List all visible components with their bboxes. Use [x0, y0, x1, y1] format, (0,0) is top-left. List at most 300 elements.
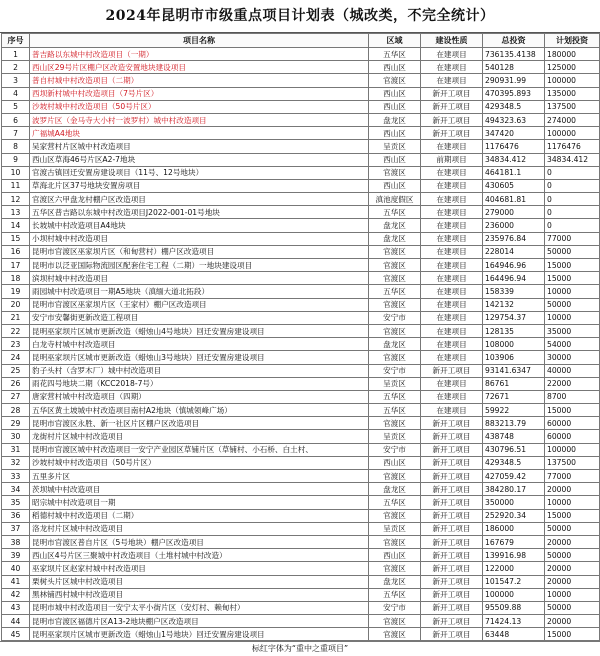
cell-project-name: 草海北片区37号地块安置房项目 — [30, 179, 369, 192]
cell-total-investment: 164946.96 — [483, 259, 545, 272]
cell-district: 官渡区 — [369, 535, 421, 548]
cell-no: 16 — [2, 245, 30, 258]
cell-nature: 在建项目 — [421, 48, 483, 61]
cell-project-name: 普吉路以东城中村改造项目（一期） — [30, 48, 369, 61]
cell-nature: 新开工项目 — [421, 535, 483, 548]
cell-project-name: 西山区4号片区三聚城中村改造项目（土堆村城中村改造） — [30, 549, 369, 562]
cell-no: 15 — [2, 232, 30, 245]
cell-no: 35 — [2, 496, 30, 509]
cell-total-investment: 883213.79 — [483, 417, 545, 430]
cell-project-name: 昆明市城中村改造项目一安宁太平小街片区（安灯村、赖甸村） — [30, 601, 369, 614]
cell-nature: 新开工项目 — [421, 588, 483, 601]
cell-no: 42 — [2, 588, 30, 601]
cell-total-investment: 186000 — [483, 522, 545, 535]
cell-planned-investment: 15000 — [545, 509, 600, 522]
table-row — [2, 615, 600, 628]
cell-planned-investment: 0 — [545, 166, 600, 179]
table-row — [2, 496, 600, 509]
cell-district: 官渡区 — [369, 272, 421, 285]
table-row — [2, 470, 600, 483]
cell-no: 34 — [2, 483, 30, 496]
cell-total-investment: 429348.5 — [483, 100, 545, 113]
table-row — [2, 179, 600, 192]
cell-total-investment: 71424.13 — [483, 615, 545, 628]
cell-total-investment: 101547.2 — [483, 575, 545, 588]
cell-project-name: 五里多片区 — [30, 470, 369, 483]
cell-no: 22 — [2, 324, 30, 337]
cell-district: 安宁市 — [369, 601, 421, 614]
cell-total-investment: 158339 — [483, 285, 545, 298]
table-row — [2, 324, 600, 337]
cell-planned-investment: 50000 — [545, 298, 600, 311]
table-row — [2, 87, 600, 100]
cell-district: 西山区 — [369, 87, 421, 100]
table-row — [2, 351, 600, 364]
cell-district: 西山区 — [369, 549, 421, 562]
table-row — [2, 588, 600, 601]
cell-total-investment: 279000 — [483, 206, 545, 219]
cell-project-name: 唐家营村城中村改造项目（四期） — [30, 390, 369, 403]
cell-nature: 在建项目 — [421, 390, 483, 403]
cell-no: 25 — [2, 364, 30, 377]
cell-district: 西山区 — [369, 456, 421, 469]
cell-district: 官渡区 — [369, 562, 421, 575]
table-row — [2, 443, 600, 456]
cell-no: 6 — [2, 113, 30, 126]
cell-nature: 新开工项目 — [421, 601, 483, 614]
table-header-row — [2, 34, 600, 48]
cell-project-name: 五华区普吉路以东城中村改造项目J2022-001-01号地块 — [30, 206, 369, 219]
cell-total-investment: 100000 — [483, 588, 545, 601]
cell-planned-investment: 100000 — [545, 443, 600, 456]
cell-project-name: 昆明市官渡区城中村改造项目一安宁产业园区草铺片区（草铺村、小石桥、白土村、 — [30, 443, 369, 456]
cell-total-investment: 464181.1 — [483, 166, 545, 179]
cell-district: 西山区 — [369, 61, 421, 74]
cell-total-investment: 350000 — [483, 496, 545, 509]
cell-no: 17 — [2, 259, 30, 272]
cell-nature: 在建项目 — [421, 206, 483, 219]
cell-planned-investment: 77000 — [545, 470, 600, 483]
table-row — [2, 166, 600, 179]
cell-total-investment: 34834.412 — [483, 153, 545, 166]
table-row — [2, 311, 600, 324]
cell-nature: 在建项目 — [421, 324, 483, 337]
cell-district: 官渡区 — [369, 470, 421, 483]
cell-project-name: 洛龙村片区城中村改造项目 — [30, 522, 369, 535]
cell-district: 西山区 — [369, 127, 421, 140]
cell-project-name: 龙街村片区城中村改造项目 — [30, 430, 369, 443]
cell-nature: 在建项目 — [421, 338, 483, 351]
cell-district: 盘龙区 — [369, 232, 421, 245]
cell-district: 官渡区 — [369, 74, 421, 87]
cell-district: 盘龙区 — [369, 483, 421, 496]
cell-district: 五华区 — [369, 588, 421, 601]
cell-planned-investment: 10000 — [545, 496, 600, 509]
cell-district: 官渡区 — [369, 259, 421, 272]
cell-project-name: 广福城A4地块 — [30, 127, 369, 140]
table-row — [2, 245, 600, 258]
cell-no: 14 — [2, 219, 30, 232]
cell-district: 西山区 — [369, 179, 421, 192]
cell-no: 41 — [2, 575, 30, 588]
cell-nature: 新开工项目 — [421, 443, 483, 456]
cell-district: 西山区 — [369, 153, 421, 166]
cell-no: 13 — [2, 206, 30, 219]
header-district: 区域 — [369, 34, 421, 48]
cell-planned-investment: 1176476 — [545, 140, 600, 153]
cell-project-name: 官渡古镇回迁安置房建设项目（11号、12号地块） — [30, 166, 369, 179]
cell-project-name: 沙坡村城中村改造项目（50号片区） — [30, 456, 369, 469]
cell-project-name: 昆明市官渡区巫家坝片区（王家村）棚户区改造项目 — [30, 298, 369, 311]
project-table — [1, 33, 600, 641]
table-row — [2, 338, 600, 351]
cell-total-investment: 494323.63 — [483, 113, 545, 126]
cell-no: 21 — [2, 311, 30, 324]
cell-nature: 在建项目 — [421, 166, 483, 179]
cell-project-name: 昆明市官渡区巫家坝片区（和甸营村）棚户区改造项目 — [30, 245, 369, 258]
table-row — [2, 404, 600, 417]
cell-nature: 新开工项目 — [421, 575, 483, 588]
cell-no: 5 — [2, 100, 30, 113]
cell-total-investment: 384280.17 — [483, 483, 545, 496]
cell-planned-investment: 40000 — [545, 364, 600, 377]
cell-planned-investment: 10000 — [545, 285, 600, 298]
cell-planned-investment: 15000 — [545, 272, 600, 285]
cell-nature: 在建项目 — [421, 377, 483, 390]
cell-district: 呈贡区 — [369, 430, 421, 443]
table-row — [2, 483, 600, 496]
cell-no: 44 — [2, 615, 30, 628]
cell-total-investment: 142132 — [483, 298, 545, 311]
cell-project-name: 昭宗城中村改造项目一期 — [30, 496, 369, 509]
cell-district: 呈贡区 — [369, 377, 421, 390]
cell-planned-investment: 15000 — [545, 259, 600, 272]
cell-planned-investment: 15000 — [545, 628, 600, 641]
table-row — [2, 377, 600, 390]
table-row — [2, 509, 600, 522]
table-row — [2, 549, 600, 562]
cell-no: 12 — [2, 193, 30, 206]
cell-total-investment: 427059.42 — [483, 470, 545, 483]
cell-nature: 新开工项目 — [421, 509, 483, 522]
cell-project-name: 昆明巫家坝片区城市更新改造（蜡烛山3号地块）回迁安置房建设项目 — [30, 351, 369, 364]
table-row — [2, 628, 600, 641]
cell-project-name: 波罗片区（金马寺大小村一波罗村）城中村改造项目 — [30, 113, 369, 126]
cell-no: 33 — [2, 470, 30, 483]
cell-district: 官渡区 — [369, 298, 421, 311]
cell-project-name: 栗树头片区城中村改造项目 — [30, 575, 369, 588]
cell-planned-investment: 274000 — [545, 113, 600, 126]
table-row — [2, 74, 600, 87]
cell-nature: 在建项目 — [421, 232, 483, 245]
cell-nature: 新开工项目 — [421, 430, 483, 443]
table-body — [2, 48, 600, 641]
cell-nature: 在建项目 — [421, 193, 483, 206]
cell-total-investment: 59922 — [483, 404, 545, 417]
cell-planned-investment: 50000 — [545, 601, 600, 614]
cell-district: 五华区 — [369, 48, 421, 61]
cell-project-name: 巫家坝片区赵家村城中村改造项目 — [30, 562, 369, 575]
cell-district: 官渡区 — [369, 351, 421, 364]
cell-nature: 新开工项目 — [421, 87, 483, 100]
table-row — [2, 575, 600, 588]
cell-district: 呈贡区 — [369, 522, 421, 535]
cell-district: 五华区 — [369, 285, 421, 298]
cell-total-investment: 86761 — [483, 377, 545, 390]
cell-project-name: 官渡区六甲盘龙村棚户区改造项目 — [30, 193, 369, 206]
cell-project-name: 豹子头村（含罗木厂）城中村改造项目 — [30, 364, 369, 377]
cell-total-investment: 108000 — [483, 338, 545, 351]
cell-total-investment: 63448 — [483, 628, 545, 641]
cell-total-investment: 103906 — [483, 351, 545, 364]
cell-total-investment: 129754.37 — [483, 311, 545, 324]
cell-planned-investment: 180000 — [545, 48, 600, 61]
table-row — [2, 601, 600, 614]
cell-total-investment: 164496.94 — [483, 272, 545, 285]
cell-total-investment: 540128 — [483, 61, 545, 74]
table-row — [2, 140, 600, 153]
cell-planned-investment: 15000 — [545, 404, 600, 417]
header-no: 序号 — [2, 34, 30, 48]
cell-no: 10 — [2, 166, 30, 179]
cell-no: 1 — [2, 48, 30, 61]
table-row — [2, 390, 600, 403]
cell-nature: 在建项目 — [421, 259, 483, 272]
cell-no: 27 — [2, 390, 30, 403]
cell-total-investment: 429348.5 — [483, 456, 545, 469]
table-row — [2, 364, 600, 377]
cell-planned-investment: 20000 — [545, 535, 600, 548]
cell-nature: 新开工项目 — [421, 470, 483, 483]
cell-district: 五华区 — [369, 496, 421, 509]
header-total: 总投资 — [483, 34, 545, 48]
cell-no: 32 — [2, 456, 30, 469]
cell-planned-investment: 20000 — [545, 483, 600, 496]
cell-project-name: 安宁市安馨街更新改造工程项目 — [30, 311, 369, 324]
cell-project-name: 稻德村城中村改造项目（二期） — [30, 509, 369, 522]
cell-planned-investment: 60000 — [545, 417, 600, 430]
cell-project-name: 西山区29号片区棚户区改造安置地块建设项目 — [30, 61, 369, 74]
cell-nature: 在建项目 — [421, 285, 483, 298]
cell-no: 4 — [2, 87, 30, 100]
cell-total-investment: 93141.6347 — [483, 364, 545, 377]
table-row — [2, 206, 600, 219]
cell-total-investment: 235976.84 — [483, 232, 545, 245]
cell-no: 24 — [2, 351, 30, 364]
cell-district: 盘龙区 — [369, 219, 421, 232]
cell-project-name: 西坝新村城中村改造项目（7号片区） — [30, 87, 369, 100]
cell-total-investment: 290931.99 — [483, 74, 545, 87]
cell-planned-investment: 10000 — [545, 311, 600, 324]
cell-nature: 新开工项目 — [421, 127, 483, 140]
cell-planned-investment: 137500 — [545, 456, 600, 469]
cell-nature: 新开工项目 — [421, 100, 483, 113]
cell-total-investment: 128135 — [483, 324, 545, 337]
table-row — [2, 127, 600, 140]
cell-project-name: 吴家营村片区城中村改造项目 — [30, 140, 369, 153]
cell-planned-investment: 100000 — [545, 74, 600, 87]
cell-district: 官渡区 — [369, 245, 421, 258]
cell-no: 38 — [2, 535, 30, 548]
cell-planned-investment: 135000 — [545, 87, 600, 100]
cell-project-name: 小坝村城中村改造项目 — [30, 232, 369, 245]
cell-no: 26 — [2, 377, 30, 390]
cell-project-name: 昆明巫家坝片区城市更新改造（蜡烛山1号地块）回迁安置房建设项目 — [30, 628, 369, 641]
cell-planned-investment: 50000 — [545, 549, 600, 562]
cell-no: 43 — [2, 601, 30, 614]
cell-no: 19 — [2, 285, 30, 298]
table-row — [2, 417, 600, 430]
cell-total-investment: 430796.51 — [483, 443, 545, 456]
cell-project-name: 昆明市以泛亚国际物流园区配套住宅工程（二期）一地块建设项目 — [30, 259, 369, 272]
cell-total-investment: 95509.88 — [483, 601, 545, 614]
cell-nature: 新开工项目 — [421, 483, 483, 496]
cell-nature: 新开工项目 — [421, 456, 483, 469]
cell-nature: 新开工项目 — [421, 113, 483, 126]
cell-district: 盘龙区 — [369, 113, 421, 126]
cell-district: 五华区 — [369, 206, 421, 219]
cell-project-name: 昆明市官渡区永胜、新一社区片区棚户区改造项目 — [30, 417, 369, 430]
cell-nature: 新开工项目 — [421, 364, 483, 377]
cell-project-name: 五华区黄土坡城中村改造项目南村A2地块（慎城领峰广场） — [30, 404, 369, 417]
cell-no: 39 — [2, 549, 30, 562]
cell-nature: 在建项目 — [421, 74, 483, 87]
cell-total-investment: 347420 — [483, 127, 545, 140]
cell-district: 五华区 — [369, 404, 421, 417]
header-nature: 建设性质 — [421, 34, 483, 48]
cell-project-name: 普自村城中村改造项目（二期） — [30, 74, 369, 87]
cell-district: 西山区 — [369, 100, 421, 113]
cell-project-name: 沙坡村城中村改造项目（50号片区） — [30, 100, 369, 113]
cell-project-name: 雨花四号地块二期（KCC2018-7号） — [30, 377, 369, 390]
cell-planned-investment: 0 — [545, 193, 600, 206]
cell-district: 官渡区 — [369, 628, 421, 641]
cell-total-investment: 236000 — [483, 219, 545, 232]
cell-nature: 在建项目 — [421, 61, 483, 74]
cell-nature: 在建项目 — [421, 179, 483, 192]
footer-note: 标红字体为“重中之重项目” — [0, 641, 600, 656]
cell-planned-investment: 30000 — [545, 351, 600, 364]
cell-no: 18 — [2, 272, 30, 285]
cell-no: 9 — [2, 153, 30, 166]
cell-no: 20 — [2, 298, 30, 311]
cell-project-name: 滨坝村城中村改造项目 — [30, 272, 369, 285]
cell-no: 30 — [2, 430, 30, 443]
cell-project-name: 黑林铺西村城中村改造项目 — [30, 588, 369, 601]
cell-nature: 在建项目 — [421, 272, 483, 285]
cell-district: 呈贡区 — [369, 140, 421, 153]
cell-total-investment: 736135.4138 — [483, 48, 545, 61]
table-row — [2, 298, 600, 311]
table-row — [2, 193, 600, 206]
cell-nature: 在建项目 — [421, 351, 483, 364]
cell-project-name: 昆明市官渡区福德片区A13-2地块棚户区改造项目 — [30, 615, 369, 628]
cell-planned-investment: 8700 — [545, 390, 600, 403]
cell-nature: 在建项目 — [421, 245, 483, 258]
cell-project-name: 昆明巫家坝片区城市更新改造（蜡烛山4号地块）回迁安置房建设项目 — [30, 324, 369, 337]
cell-planned-investment: 10000 — [545, 588, 600, 601]
cell-district: 官渡区 — [369, 615, 421, 628]
table-row — [2, 259, 600, 272]
cell-planned-investment: 77000 — [545, 232, 600, 245]
cell-project-name: 茨坝城中村改造项目 — [30, 483, 369, 496]
cell-project-name: 西山区草海46号片区A2-7地块 — [30, 153, 369, 166]
cell-planned-investment: 137500 — [545, 100, 600, 113]
cell-total-investment: 139916.98 — [483, 549, 545, 562]
cell-nature: 新开工项目 — [421, 496, 483, 509]
cell-no: 11 — [2, 179, 30, 192]
cell-total-investment: 470395.893 — [483, 87, 545, 100]
cell-no: 28 — [2, 404, 30, 417]
cell-nature: 在建项目 — [421, 311, 483, 324]
cell-planned-investment: 20000 — [545, 615, 600, 628]
table-row — [2, 61, 600, 74]
cell-no: 40 — [2, 562, 30, 575]
cell-planned-investment: 35000 — [545, 324, 600, 337]
cell-no: 23 — [2, 338, 30, 351]
cell-no: 8 — [2, 140, 30, 153]
cell-planned-investment: 22000 — [545, 377, 600, 390]
table-row — [2, 153, 600, 166]
table-row — [2, 430, 600, 443]
cell-district: 安宁市 — [369, 443, 421, 456]
cell-planned-investment: 60000 — [545, 430, 600, 443]
header-name: 项目名称 — [30, 34, 369, 48]
cell-project-name: 雨园城中村改造项目一期A5地块（滇缅大道北拓段） — [30, 285, 369, 298]
cell-district: 安宁市 — [369, 364, 421, 377]
cell-total-investment: 72671 — [483, 390, 545, 403]
table-row — [2, 522, 600, 535]
cell-total-investment: 438748 — [483, 430, 545, 443]
cell-district: 官渡区 — [369, 166, 421, 179]
table-row — [2, 456, 600, 469]
cell-planned-investment: 20000 — [545, 575, 600, 588]
cell-total-investment: 430605 — [483, 179, 545, 192]
cell-nature: 前期项目 — [421, 153, 483, 166]
cell-nature: 新开工项目 — [421, 628, 483, 641]
cell-planned-investment: 50000 — [545, 245, 600, 258]
cell-total-investment: 122000 — [483, 562, 545, 575]
cell-total-investment: 167679 — [483, 535, 545, 548]
cell-district: 官渡区 — [369, 509, 421, 522]
cell-no: 29 — [2, 417, 30, 430]
cell-nature: 新开工项目 — [421, 549, 483, 562]
cell-no: 7 — [2, 127, 30, 140]
table-row — [2, 272, 600, 285]
cell-planned-investment: 100000 — [545, 127, 600, 140]
table-row — [2, 285, 600, 298]
cell-no: 2 — [2, 61, 30, 74]
cell-district: 官渡区 — [369, 417, 421, 430]
cell-district: 安宁市 — [369, 311, 421, 324]
cell-planned-investment: 54000 — [545, 338, 600, 351]
cell-no: 45 — [2, 628, 30, 641]
cell-total-investment: 1176476 — [483, 140, 545, 153]
cell-planned-investment: 50000 — [545, 522, 600, 535]
cell-nature: 新开工项目 — [421, 562, 483, 575]
table-row — [2, 100, 600, 113]
cell-nature: 在建项目 — [421, 298, 483, 311]
cell-planned-investment: 125000 — [545, 61, 600, 74]
cell-nature: 在建项目 — [421, 404, 483, 417]
cell-total-investment: 404681.81 — [483, 193, 545, 206]
cell-total-investment: 252920.34 — [483, 509, 545, 522]
cell-nature: 在建项目 — [421, 219, 483, 232]
cell-planned-investment: 0 — [545, 179, 600, 192]
table-row — [2, 48, 600, 61]
cell-district: 盘龙区 — [369, 575, 421, 588]
cell-nature: 在建项目 — [421, 140, 483, 153]
